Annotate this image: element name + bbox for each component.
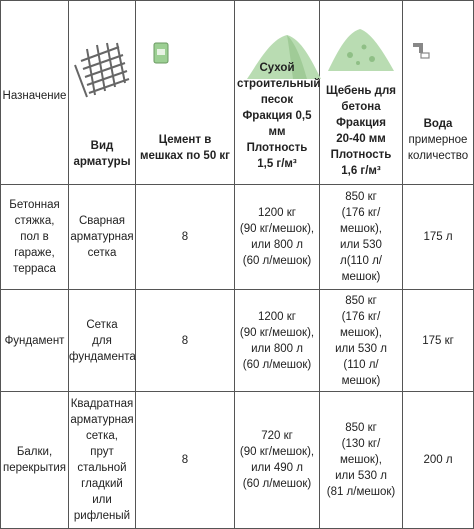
rebar-cell: Квадратная арматурная сетка, прут стальной гладкий или рифленый: [69, 392, 136, 529]
header-sand-line: песок: [260, 94, 294, 106]
table-row: [1, 392, 474, 529]
header-sand-line: Плотность: [246, 142, 308, 154]
header-sand-line: строительный: [237, 78, 321, 90]
purpose-cell: Фундамент: [1, 290, 69, 392]
header-gravel: [322, 83, 400, 179]
header-gravel-cell: [320, 1, 403, 185]
header-water-sub: количество: [407, 150, 469, 162]
rebar-cell: Сварная арматурная сетка: [69, 185, 136, 290]
table-row: [1, 290, 474, 392]
header-row: [1, 1, 474, 185]
header-water-cell: [403, 1, 474, 185]
header-water-sub: примерное: [408, 134, 468, 146]
header-sand-line: 1,5 г/м³: [257, 158, 297, 170]
gravel-cell: 850 кг (176 кг/ мешок), или 530 л (110 л/ мешок): [320, 290, 403, 392]
header-cement: Цемент в мешках по 50 кг: [140, 134, 230, 162]
table-row: [1, 185, 474, 290]
header-water-title: Вода: [423, 118, 453, 130]
cement-cell: 8: [136, 185, 235, 290]
header-rebar-cell: [69, 1, 136, 185]
header-water: [405, 116, 471, 164]
header-gravel-line: 1,6 г/м³: [341, 165, 381, 177]
cement-bag-icon: [151, 41, 171, 65]
header-sand: [237, 60, 321, 172]
gravel-cell: 850 кг (130 кг/ мешок), или 530 л (81 л/мешок): [320, 392, 403, 529]
header-sand-line: Сухой: [259, 62, 295, 74]
water-cell: 175 л: [403, 185, 474, 290]
header-sand-line: Фракция 0,5 мм: [242, 110, 312, 138]
cement-cell: 8: [136, 392, 235, 529]
purpose-cell: Балки, перекрытия: [1, 392, 69, 529]
sand-cell: 1200 кг (90 кг/мешок), или 800 л (60 л/мешок): [235, 185, 320, 290]
water-tap-icon: [411, 41, 431, 59]
water-cell: 200 л: [403, 392, 474, 529]
header-purpose-cell: [1, 1, 69, 185]
header-purpose: Назначение: [2, 90, 67, 102]
header-sand-cell: [235, 1, 320, 185]
gravel-pile-icon: [326, 25, 396, 73]
header-rebar: Вид арматуры: [73, 140, 131, 168]
sand-cell: 720 кг (90 кг/мешок), или 490 л (60 л/мешок): [235, 392, 320, 529]
header-gravel-line: 20-40 мм: [336, 133, 386, 145]
rebar-cell: Сетка для фундамента: [69, 290, 136, 392]
purpose-cell: Бетонная стяжка, пол в гараже, терраса: [1, 185, 69, 290]
header-cement-cell: [136, 1, 235, 185]
rebar-mesh-icon: [73, 41, 133, 99]
header-gravel-line: Плотность: [330, 149, 392, 161]
header-gravel-line: бетона: [341, 101, 381, 113]
header-gravel-line: Фракция: [336, 117, 386, 129]
water-cell: 175 кг: [403, 290, 474, 392]
cement-cell: 8: [136, 290, 235, 392]
header-gravel-line: Щебень для: [326, 85, 396, 97]
sand-cell: 1200 кг (90 кг/мешок), или 800 л (60 л/мешок): [235, 290, 320, 392]
gravel-cell: 850 кг (176 кг/ мешок), или 530 л(110 л/ мешок): [320, 185, 403, 290]
